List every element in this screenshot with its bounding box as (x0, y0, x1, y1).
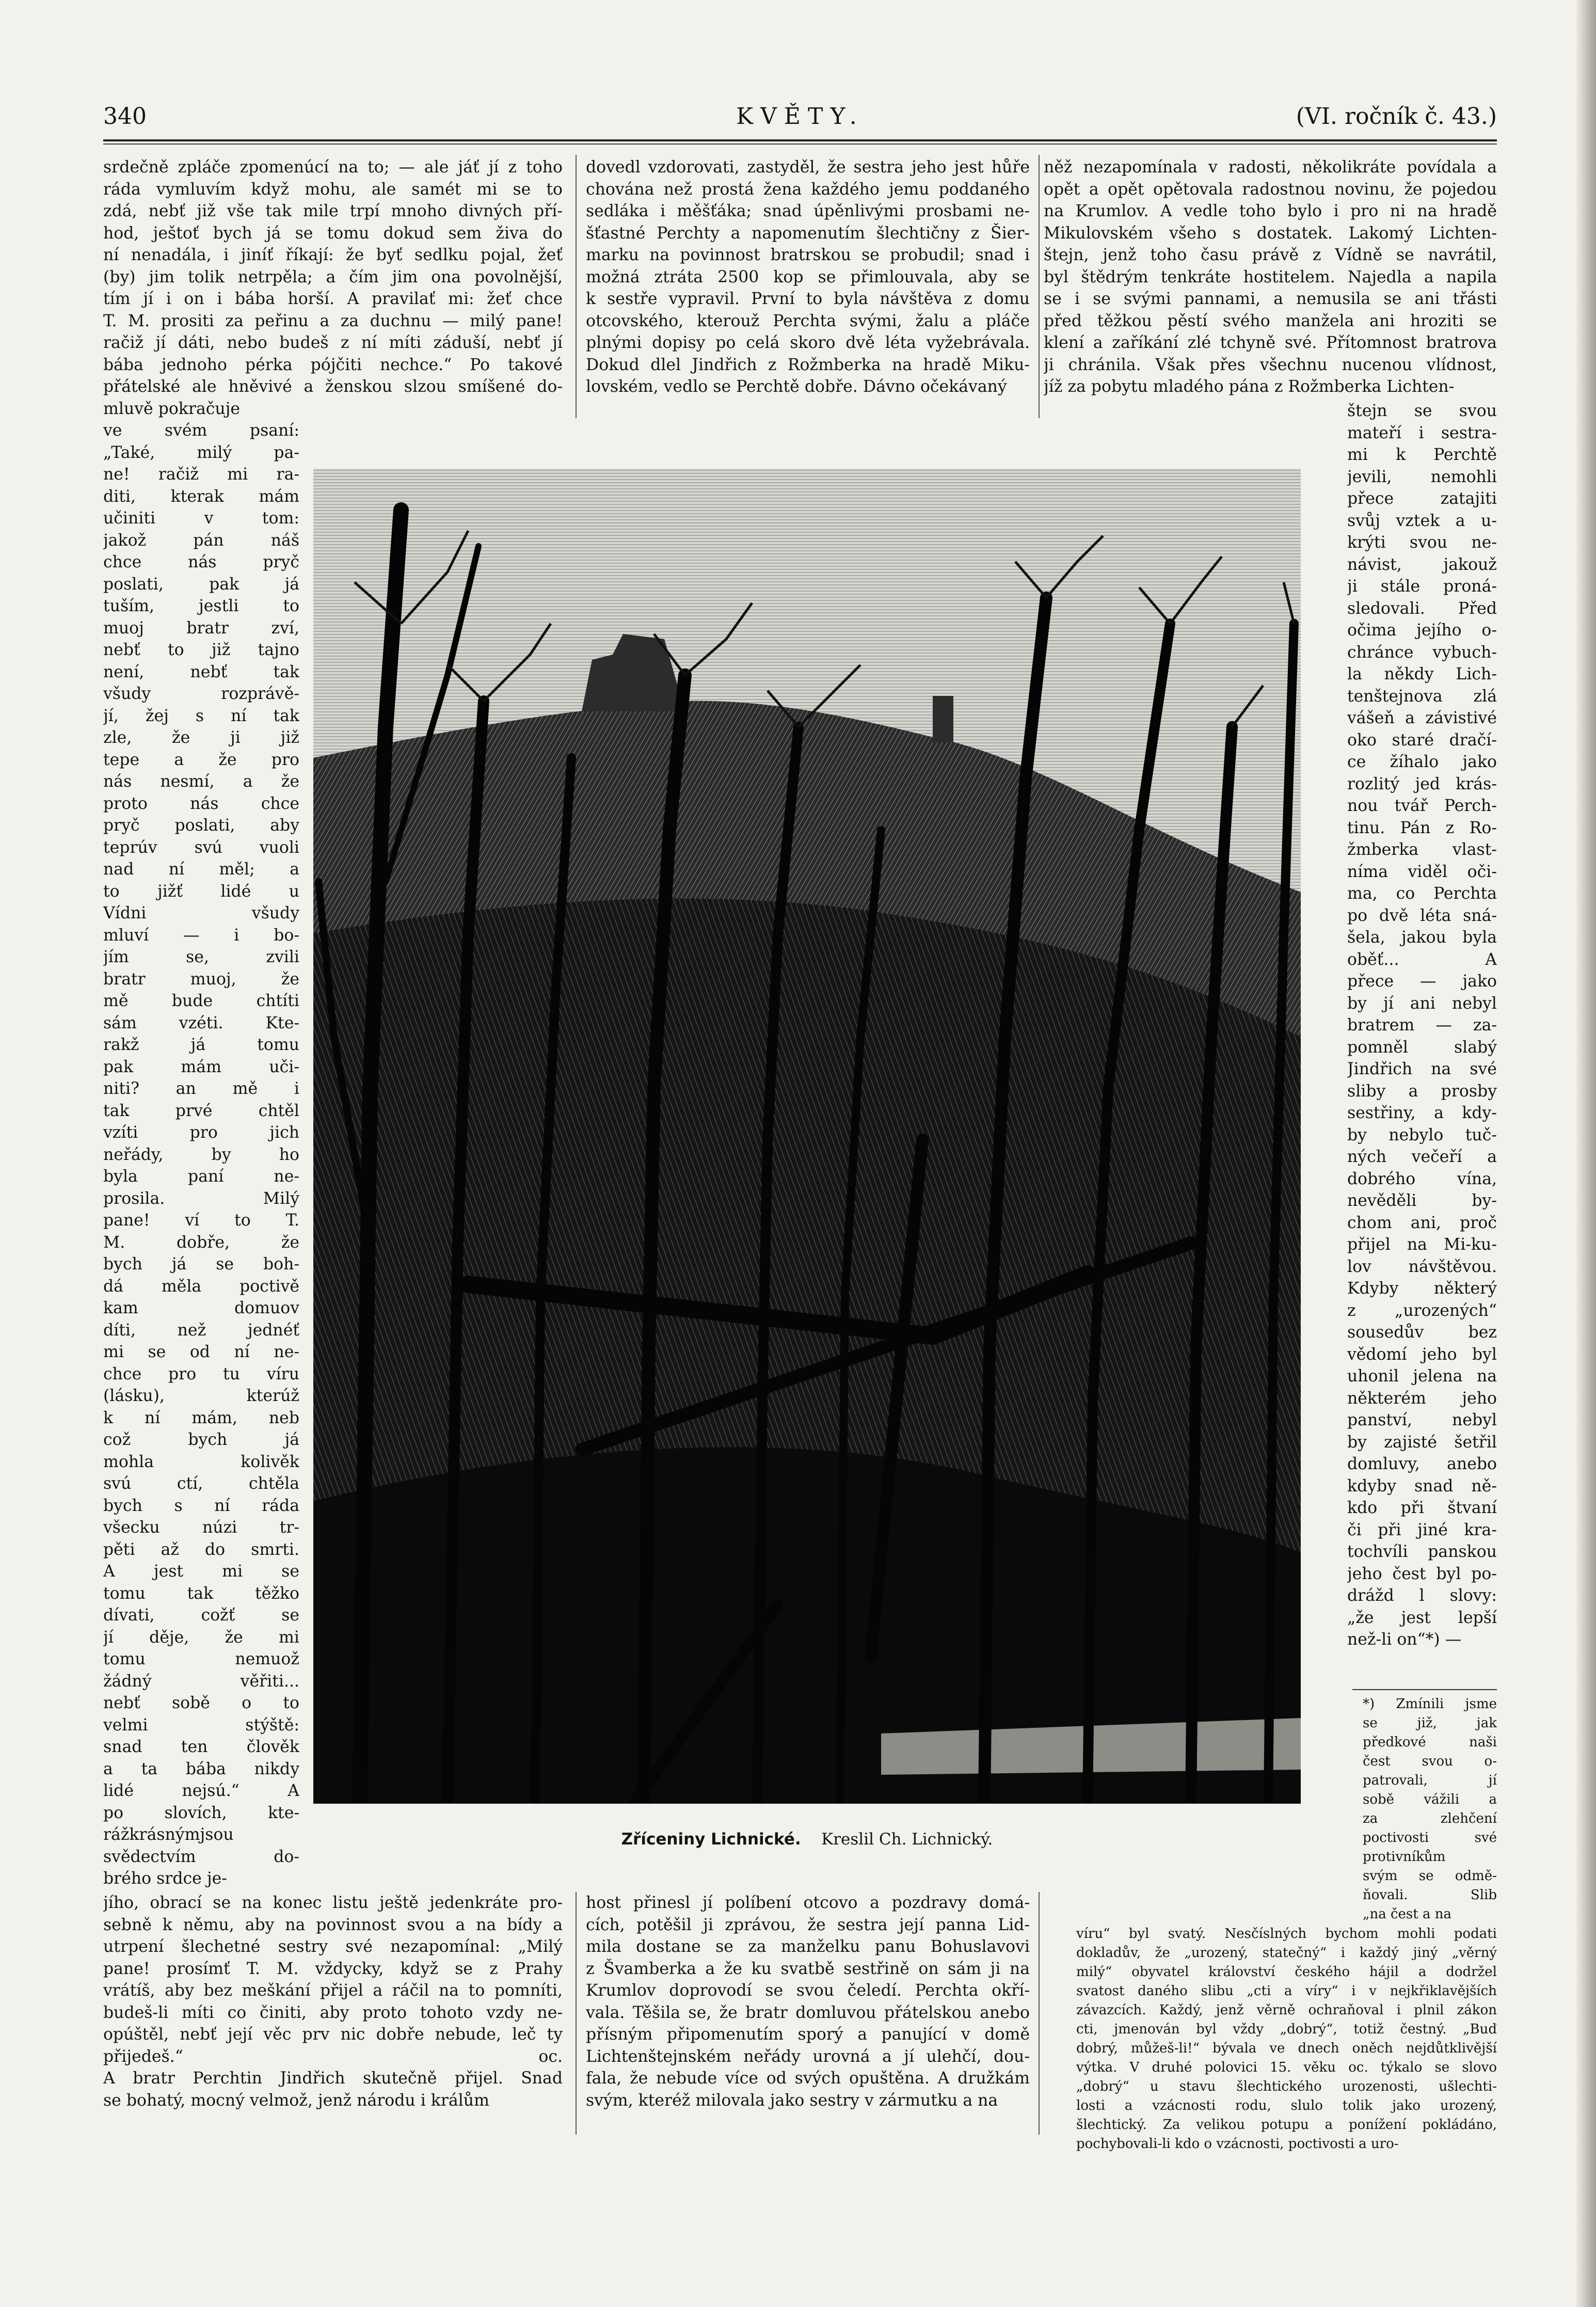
page-edge-shadow (1576, 0, 1596, 2307)
text-line: cti, jmenován byl vždy „dobrý“, totiž čestný. „Buď (1076, 2022, 1497, 2037)
text-line: přece — jako (1347, 972, 1497, 991)
text-line: nevěděli by- (1347, 1191, 1497, 1210)
text-line: niti? an mě i (103, 1079, 299, 1098)
page-header (103, 103, 1497, 139)
text-line: kdo při štvaní (1347, 1499, 1497, 1517)
text-line: by nebylo tuč- (1347, 1125, 1497, 1144)
page-number: 340 (103, 103, 147, 130)
right-column-top (1044, 156, 1497, 398)
text-line: se bohatý, mocný velmož, jenž národu i králům (103, 2091, 489, 2110)
text-line: losti a vzácnosti rodu, slulo tolik jako urozený, (1076, 2098, 1497, 2113)
engraving-drawing (313, 469, 1301, 1804)
text-line: prosila. Milý (103, 1189, 299, 1208)
text-line: dá měla poctivě (103, 1277, 299, 1296)
middle-column-bottom (586, 1892, 1030, 2111)
text-line: bába jednoho pérka pójčiti nechce.“ Po takové (103, 355, 563, 374)
text-line: ne! račiž mi ra- (103, 465, 299, 484)
text-line: kdyby snad ně- (1347, 1476, 1497, 1495)
caption-credit: Kreslil Ch. Lichnický. (821, 1830, 993, 1849)
text-line: oko staré dračí- (1347, 730, 1497, 750)
text-line: tochvíli panskou (1347, 1542, 1497, 1561)
column-rule (1039, 155, 1040, 418)
text-line: zdá, nebť již vše tak mile trpí mnoho divných pří- (103, 202, 563, 220)
text-line: „Také, milý pa- (103, 443, 299, 462)
left-column-bottom (103, 1892, 563, 2111)
text-line: svým se odmě- (1363, 1868, 1497, 1884)
text-line: návist, jakouž (1347, 555, 1497, 574)
text-line: bratr muoj, že (103, 969, 299, 989)
column-rule (1039, 1892, 1040, 2135)
text-line: poctivosti své (1363, 1830, 1497, 1845)
text-line: domluvy, anebo (1347, 1455, 1497, 1473)
text-line: chom ani, proč (1347, 1213, 1497, 1232)
text-line: zle, že ji již (103, 728, 299, 747)
text-line: ce žíhalo jako (1347, 753, 1497, 771)
journal-title: KVĚTY. (736, 103, 864, 130)
text-line: kam domuov (103, 1299, 299, 1317)
text-line: rakž já tomu (103, 1036, 299, 1054)
text-line: sám vzéti. Kte- (103, 1013, 299, 1032)
text-line: host přinesl jí políbení otcovo a pozdravy domá- (586, 1894, 1030, 1912)
text-line: rozlitý jed krás- (1347, 774, 1497, 793)
text-line: po slovích, kte- (103, 1803, 299, 1822)
text-line: otcovského, kterouž Perchta svými, žalu a pláče (586, 311, 1030, 330)
text-line: rážkrásnýmjsou (103, 1825, 234, 1844)
text-line: přátelské ale hněvivé a ženskou slzou smíšené do- (103, 377, 563, 396)
text-line: očima jejího o- (1347, 621, 1497, 640)
text-line: dívati, cožť se (103, 1606, 299, 1625)
text-line: chránce vybuch- (1347, 643, 1497, 662)
left-column-top (103, 156, 563, 420)
text-line: jím se, zvili (103, 948, 299, 966)
column-rule (576, 1892, 577, 2135)
text-line: diti, kterak mám (103, 487, 299, 506)
text-line: jí, žej s ní tak (103, 706, 299, 725)
text-line: opúštěl, nebť její věc prv nic dobře nebude, leč ty (103, 2025, 563, 2044)
text-line: čest svou o- (1363, 1754, 1497, 1769)
text-line: něž nezapomínala v radosti, několikráte povídala a (1044, 158, 1497, 177)
text-line: vala. Těšila se, že bratr domluvou přátelskou anebo (586, 2003, 1030, 2022)
text-line: to jižť lidé u (103, 882, 299, 901)
text-line: šela, jakou byla (1347, 928, 1497, 947)
text-line: M. dobře, že (103, 1233, 299, 1252)
text-line: možná ztráta 2500 kop se přimlouvala, aby se (586, 267, 1030, 287)
text-line: cích, potěšil ji zprávou, že sestra její panna Lid- (586, 1915, 1030, 1934)
text-line: *) Zmínili jsme (1363, 1696, 1497, 1712)
text-line: pak mám uči- (103, 1057, 299, 1076)
text-line: ve svém psaní: (103, 421, 299, 440)
text-line: jakož pán náš (103, 531, 299, 550)
text-line: lovském, vedlo se Perchtě dobře. Dávno očekávaný (586, 377, 1007, 396)
text-line: mohla kolivěk (103, 1452, 299, 1471)
text-line: la někdy Lich- (1347, 665, 1497, 683)
text-line: žádný věřiti... (103, 1672, 299, 1691)
text-line: víru“ byl svatý. Nesčíslných bychom mohli podati (1076, 1926, 1497, 1942)
text-line: nou tvář Perch- (1347, 797, 1497, 815)
text-line: srdečně zpláče zpomenúcí na to; — ale jáť jí z toho (103, 158, 563, 177)
text-line: Mikulovském všeho s dostatek. Lakomý Lichten- (1044, 224, 1497, 243)
text-line: přijel na Mi-ku- (1347, 1235, 1497, 1254)
text-line: vědomí jeho byl (1347, 1345, 1497, 1364)
issue-label: (VI. ročník č. 43.) (1296, 103, 1497, 130)
text-line: mluvě pokračuje (103, 399, 241, 418)
text-line: krýti svou ne- (1347, 533, 1497, 552)
text-line: plnými dopisy po celá skoro dvě léta vyžebrávala. (586, 333, 1030, 352)
text-line: opět a opět opětovala radostnou novinu, že pojedou (1044, 180, 1497, 199)
text-line: bych s ní ráda (103, 1496, 299, 1515)
text-line: Dokud dlel Jindřich z Rožmberka na hradě Miku- (586, 355, 1030, 374)
text-line: fala, že nebude více od svých opuštěna. A družkám (586, 2069, 1030, 2088)
text-line: ji chránila. Však přes všechnu nucenou vlídnost, (1044, 355, 1497, 374)
text-line: byla paní ne- (103, 1167, 299, 1186)
text-line: pomněl slabý (1347, 1038, 1497, 1057)
text-line: mluví — i bo- (103, 926, 299, 945)
text-line: než-li on“*) — (1347, 1630, 1462, 1649)
text-line: A bratr Perchtin Jindřich skutečně přijel. Snad (103, 2069, 563, 2088)
text-line: „na čest a na (1363, 1906, 1451, 1922)
text-line: protivníkům (1363, 1849, 1446, 1865)
text-line: před těžkou pěstí svého manžela ani hroziti se (1044, 311, 1497, 330)
text-line: mateří i sestra- (1347, 423, 1497, 442)
text-line: jího, obrací se na konec listu ještě jedenkráte pro- (103, 1894, 563, 1912)
text-line: sobě vážili a (1363, 1792, 1497, 1807)
text-line: lidé nejsú.“ A (103, 1781, 299, 1800)
column-rule (576, 155, 577, 418)
text-line: tomu nemuož (103, 1650, 299, 1668)
text-line: pane! ví to T. (103, 1211, 299, 1230)
text-line: se již, jak (1363, 1715, 1497, 1731)
footnote-narrow (1363, 1695, 1497, 1924)
text-line: nad ní měl; a (103, 860, 299, 879)
text-line: po dvě léta sná- (1347, 906, 1497, 925)
text-line: sledovali. Před (1347, 599, 1497, 618)
text-line: dobrého vína, (1347, 1169, 1497, 1188)
text-line: račiž jí dáti, nebo budeš z ní míti záduší, nebť jí (103, 333, 563, 352)
text-line: závazcích. Každý, jenž věrně ochraňoval i plnil zákon (1076, 2002, 1497, 2018)
text-line: přísným připomenutím sporý a panující v domě (586, 2025, 1030, 2044)
right-column-narrow (1347, 400, 1497, 1651)
text-line: muoj bratr zví, (103, 618, 299, 638)
text-line: (by) jim tolik netrpěla; a čím jim ona povolnější, (103, 267, 563, 287)
text-line: bratrem — za- (1347, 1016, 1497, 1035)
text-line: dokladův, že „urozený, statečný“ i každý jiný „věrný (1076, 1945, 1497, 1961)
text-line: „že jest lepší (1347, 1608, 1497, 1627)
text-line: panství, nebyl (1347, 1411, 1497, 1429)
text-line: k sestře vypravil. První to byla návštěva z domu (586, 290, 1030, 308)
footnote-wide (1076, 1924, 1497, 2154)
text-line: vášeň a závistivé (1347, 709, 1497, 727)
text-line: svým, kteréž milovala jako sestry v zármutku a na (586, 2091, 998, 2110)
text-line: tepe a že pro (103, 750, 299, 769)
text-line: sousedův bez (1347, 1323, 1497, 1342)
text-line: výtka. V druhé polovici 15. věku oc. týkalo se slovo (1076, 2060, 1497, 2075)
text-line: drážd l slovy: (1347, 1586, 1497, 1605)
text-line: svědectvím do- (103, 1847, 299, 1866)
text-line: vrátíš, aby bez meškání přijel a ráčil na to pomníti, (103, 1981, 563, 2000)
header-rule (103, 139, 1497, 141)
text-line: dobrý, můžeš-li!“ bývala ve dnech oněch nejdůtklivější (1076, 2041, 1497, 2056)
text-line: či při jiné kra- (1347, 1520, 1497, 1539)
text-line: ma, co Perchta (1347, 884, 1497, 903)
engraving-castle-ruins (313, 469, 1301, 1804)
text-line: Jindřich na své (1347, 1060, 1497, 1078)
text-line: mi k Perchtě (1347, 446, 1497, 464)
text-line: svú ctí, chtěla (103, 1474, 299, 1493)
text-line: pochybovali-li kdo o vzácnosti, poctivosti a uro- (1076, 2136, 1399, 2152)
text-line: k ní mám, neb (103, 1408, 299, 1427)
text-line: tak prvé chtěl (103, 1101, 299, 1120)
middle-column-top (586, 156, 1030, 398)
text-line: učiniti v tom: (103, 509, 299, 528)
text-line: ňovali. Slib (1363, 1887, 1497, 1903)
text-line: tinu. Pán z Ro- (1347, 818, 1497, 837)
text-line: proto nás chce (103, 794, 299, 813)
text-line: všudy rozprávě- (103, 685, 299, 703)
text-line: svatost daného slibu „cti a víry“ i v nejkřiklavějších (1076, 1983, 1497, 1999)
text-line: štejn se svou (1347, 402, 1497, 420)
text-line: ných večeří a (1347, 1148, 1497, 1166)
text-line: (lásku), kterúž (103, 1387, 299, 1405)
text-line: jeho čest byl po- (1347, 1564, 1497, 1583)
text-line: uhonil jelena na (1347, 1367, 1497, 1386)
footnote-rule (1352, 1689, 1497, 1690)
text-line: byl štědrým tenkráte hostitelem. Najedla a napila (1044, 267, 1497, 287)
text-line: klení a zaříkání zlé tchyně své. Přítomnost bratrova (1044, 333, 1497, 352)
text-line: šťastné Perchty a napomenutím šlechtičny z Šier- (586, 224, 1030, 243)
text-line: pryč poslati, aby (103, 816, 299, 835)
text-line: poslati, pak já (103, 575, 299, 594)
text-line: ní nenadála, i jiníť říkají: že byť sedlku pojal, žeť (103, 246, 563, 264)
text-line: ji stále proná- (1347, 577, 1497, 596)
text-line: marku na povinnost bratrskou se probudil; snad i (586, 246, 1030, 264)
text-line: mě bude chtíti (103, 992, 299, 1010)
text-line: jí děje, že mi (103, 1628, 299, 1647)
text-line: Kdyby některý (1347, 1279, 1497, 1298)
text-line: A jest mi se (103, 1562, 299, 1581)
text-line: snad ten člověk (103, 1738, 299, 1756)
text-line: z Švamberka a že ku svatbě sestřině on sám ji na (586, 1959, 1030, 1978)
text-line: nás nesmí, a že (103, 772, 299, 791)
text-line: žmberka vlast- (1347, 840, 1497, 859)
text-line: nebť sobě o to (103, 1694, 299, 1712)
text-line: Krumlov doprovodí se svou čeledí. Perchta okří- (586, 1981, 1030, 2000)
text-line: sedláka i měšťáka; snad úpěnlivými prosbami ne- (586, 202, 1030, 220)
text-line: mi se od ní ne- (103, 1343, 299, 1361)
text-line: na Krumlov. A vedle toho bylo i pro ni na hradě (1044, 202, 1497, 220)
text-line: svůj vztek a u- (1347, 511, 1497, 530)
text-line: milý“ obyvatel království českého hájil a dodržel (1076, 1964, 1497, 1980)
caption-title: Zříceniny Lichnické. (621, 1830, 801, 1849)
text-line: štejn, jenž toho času právě z Vídně se navrátil, (1044, 246, 1497, 264)
text-line: dovedl vzdorovati, zastyděl, že sestra jeho jest hůře (586, 158, 1030, 177)
text-line: se i se svými pannami, a nemusila se ani třásti (1044, 290, 1497, 308)
text-line: teprúv svú vuoli (103, 838, 299, 857)
text-line: bych já se boh- (103, 1255, 299, 1274)
text-line: chce pro tu víru (103, 1364, 299, 1383)
text-line: díti, než jednéť (103, 1320, 299, 1340)
illustration-caption (313, 1830, 1301, 1849)
text-line: vzíti pro jich (103, 1123, 299, 1142)
text-line: sebně k němu, aby na povinnost svou a na bídy a (103, 1915, 563, 1934)
text-line: mila dostane se za manželku panu Bohuslavovi (586, 1937, 1030, 1956)
text-line: by jí ani nebyl (1347, 994, 1497, 1013)
text-line: z „urozených“ (1347, 1301, 1497, 1320)
text-line: pěti až do smrti. (103, 1540, 299, 1559)
text-line: což bych já (103, 1430, 299, 1449)
text-line: velmi stýště: (103, 1715, 299, 1735)
text-line: T. M. prositi za peřinu a za duchnu — milý pane! (103, 311, 563, 330)
text-line: by zajisté šetřil (1347, 1433, 1497, 1452)
text-line: a ta bába nikdy (103, 1759, 299, 1778)
left-column-narrow (103, 420, 299, 1890)
text-line: brého srdce je- (103, 1869, 227, 1888)
text-line: všecku núzi tr- (103, 1518, 299, 1537)
text-line: některém jeho (1347, 1389, 1497, 1408)
text-line: oběť... A (1347, 950, 1497, 969)
text-line: ráda vymluvím když mohu, ale samét mi se to (103, 180, 563, 199)
text-line: „dobrý“ u stavu šlechtického urozenosti, ušlechti- (1076, 2079, 1497, 2094)
text-line: tím jí i on i bába horší. A pravilať mi: žeť chce (103, 290, 563, 308)
text-line: přijedeš.“ oc. (103, 2047, 563, 2066)
text-line: tuším, jestli to (103, 597, 299, 615)
text-line: za zlehčení (1363, 1811, 1497, 1826)
text-line: tenštejnova zlá (1347, 687, 1497, 706)
text-line: neřády, by ho (103, 1145, 299, 1164)
text-line: patrovali, jí (1363, 1773, 1497, 1788)
text-line: přece zatajiti (1347, 489, 1497, 508)
text-line: sestřiny, a kdy- (1347, 1104, 1497, 1122)
text-line: sliby a prosby (1347, 1081, 1497, 1101)
text-line: Vídni všudy (103, 904, 299, 922)
text-line: šlechtický. Za velikou potupu a ponížení pokládáno, (1076, 2117, 1497, 2133)
text-line: není, nebť tak (103, 662, 299, 681)
text-line: chována než prostá žena každého jemu poddaného (586, 180, 1030, 199)
text-line: jíž za pobytu mladého pána z Rožmberka Lichten- (1044, 377, 1455, 396)
text-line: pane! prosímť T. M. vždycky, když se z Prahy (103, 1959, 563, 1978)
text-line: utrpení šlechetné sestry své nezapomínal: „Milý (103, 1937, 563, 1956)
text-line: lov návštěvou. (1347, 1257, 1497, 1276)
text-line: níma viděl oči- (1347, 862, 1497, 881)
text-line: chce nás pryč (103, 553, 299, 571)
text-line: tomu tak těžko (103, 1584, 299, 1603)
text-line: jevili, nemohli (1347, 467, 1497, 486)
header-rule-thin (103, 144, 1497, 145)
text-line: nebť to již tajno (103, 641, 299, 659)
text-line: hod, ještoť bych já se tomu dokud sem živa do (103, 224, 563, 243)
text-line: Lichtenštejnském neřády urovná a jí ulehčí, dou- (586, 2047, 1030, 2066)
text-line: budeš-li míti co činiti, aby proto tohoto vzdy ne- (103, 2003, 563, 2022)
text-line: předkové naši (1363, 1735, 1497, 1750)
